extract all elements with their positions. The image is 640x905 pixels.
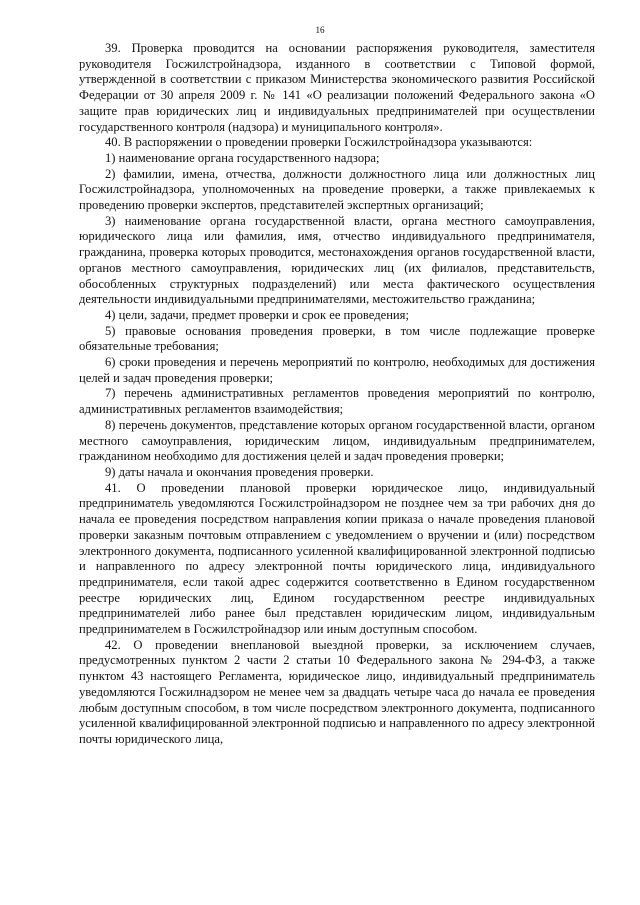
- paragraph-39: 39. Проверка проводится на основании распоряжения руководителя, заместителя руководителя Госжилстройнадзора, изданного в соответствии с Типовой формой, утвержденной в соответствии с приказом Министерства экономического развития Российской Федерации от 30 апреля 2009 г. № 141 «О реализации положений Федерального закона «О защите прав юридических лиц и индивидуальных предпринимателей при осуществлении государственного контроля (надзора) и муниципального контроля».: [79, 41, 595, 134]
- list-item-7: 7) перечень административных регламентов проведения мероприятий по контролю, административных регламентов взаимодействия;: [79, 386, 595, 417]
- page-number: 16: [315, 25, 325, 35]
- list-item-4: 4) цели, задачи, предмет проверки и срок ее проведения;: [105, 307, 409, 322]
- document-body: [79, 41, 595, 748]
- list-item-6: 6) сроки проведения и перечень мероприятий по контролю, необходимых для достижения целей и задач проведения проверки;: [79, 355, 595, 385]
- list-item-5: 5) правовые основания проведения проверки, в том числе подлежащие проверке обязательные требования;: [79, 323, 595, 354]
- paragraph-42: 42. О проведении внеплановой выездной проверки, за исключением случаев, предусмотренных пунктом 2 части 2 статьи 10 Федерального закона № 294-ФЗ, а также пунктом 43 настоящего Регламента, юридическое лицо, индивидуальный предприниматель уведомляются Госжилнадзором не менее чем за двадцать четыре часа до начала ее проведения любым доступным способом, в том числе посредством электронного документа, подписанного усиленной квалифицированной электронной подписью и направленного по адресу электронной почты юридического лица,: [79, 637, 595, 746]
- list-item-2: 2) фамилии, имена, отчества, должности должностного лица или должностных лиц Госжилстройнадзора, уполномоченных на проведение проверки, а также привлекаемых к проведению проверки экспертов, представителей экспертных организаций;: [79, 166, 595, 213]
- paragraph-41: 41. О проведении плановой проверки юридическое лицо, индивидуальный предприниматель уведомляются Госжилстройнадзором не позднее чем за три рабочих дня до начала ее проведения посредством направления копии приказа о начале проведения плановой проверки заказным почтовым отправлением с уведомлением о вручении и (или) посредством электронного документа, подписанного усиленной квалифицированной электронной подписью и направленного по адресу электронной почты юридического лица, индивидуального предпринимателя, если такой адрес содержится соответственно в Едином государственном реестре юридических лиц, Едином государственном реестре индивидуальных предпринимателей либо ранее был представлен юридическим лицом, индивидуальным предпринимателем в Госжилстройнадзор или иным доступным способом.: [79, 480, 595, 637]
- list-item-3: 3) наименование органа государственной власти, органа местного самоуправления, юридического лица или фамилия, имя, отчество индивидуального предпринимателя, гражданина, проверка которых проводится, местонахождения органов государственной власти, органов местного самоуправления, юридических лиц (их филиалов, представительств, обособленных структурных подразделений) или места фактического осуществления деятельности индивидуальными предпринимателями, местожительство гражданина;: [79, 213, 595, 307]
- paragraph-40: 40. В распоряжении о проведении проверки Госжилстройнадзора указываются:: [105, 135, 533, 150]
- list-item-9: 9) даты начала и окончания проведения проверки.: [105, 464, 374, 479]
- list-item-8: 8) перечень документов, представление которых органом государственной власти, органом местного самоуправления, юридическим лицом, индивидуальным предпринимателем, гражданином необходимо для достижения целей и задач проведения проверки;: [79, 417, 595, 464]
- list-item-1: 1) наименование органа государственного надзора;: [105, 150, 380, 165]
